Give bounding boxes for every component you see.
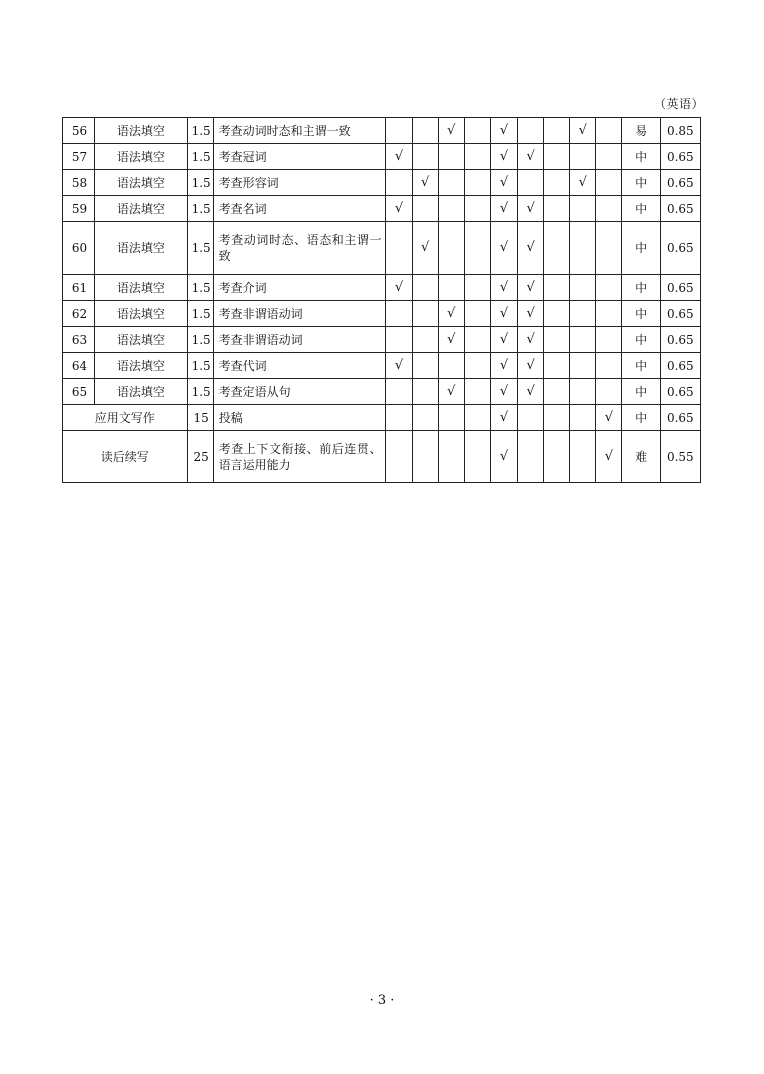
item-difficulty: 难 [622,431,660,483]
check-cell: √ [490,353,517,379]
check-cell [412,118,438,144]
item-number: 63 [63,327,95,353]
check-cell: √ [386,144,412,170]
item-difficulty: 中 [622,379,660,405]
item-score: 1.5 [187,327,213,353]
check-cell [596,301,622,327]
item-topic: 考查定语从句 [213,379,386,405]
item-score: 1.5 [187,196,213,222]
check-cell [596,275,622,301]
item-index: 0.65 [660,405,700,431]
item-topic: 考查动词时态、语态和主谓一致 [213,222,386,275]
check-cell [596,144,622,170]
check-cell [438,144,464,170]
check-cell [544,222,570,275]
item-type: 语法填空 [95,379,187,405]
check-cell [464,118,490,144]
item-score: 1.5 [187,379,213,405]
item-difficulty: 中 [622,301,660,327]
check-cell [386,379,412,405]
item-topic: 考查非谓语动词 [213,327,386,353]
item-topic: 考查上下文衔接、前后连贯、语言运用能力 [213,431,386,483]
check-cell [570,144,596,170]
table-row [63,327,701,353]
check-cell [464,405,490,431]
item-spec-table [62,117,701,483]
item-type: 语法填空 [95,301,187,327]
check-cell [464,144,490,170]
check-cell [412,327,438,353]
check-cell: √ [438,118,464,144]
item-topic: 投稿 [213,405,386,431]
check-cell: √ [490,222,517,275]
check-cell [544,196,570,222]
item-number: 61 [63,275,95,301]
check-cell: √ [490,405,517,431]
item-score: 15 [187,405,213,431]
item-difficulty: 中 [622,353,660,379]
item-index: 0.65 [660,301,700,327]
check-cell: √ [412,170,438,196]
check-cell [464,353,490,379]
check-cell [570,405,596,431]
check-cell: √ [518,196,544,222]
check-cell [596,379,622,405]
table-row [63,118,701,144]
check-cell [438,353,464,379]
check-cell [544,118,570,144]
check-cell [544,353,570,379]
check-cell [518,170,544,196]
check-cell: √ [490,118,517,144]
check-cell [518,118,544,144]
item-number: 60 [63,222,95,275]
item-score: 1.5 [187,275,213,301]
item-type: 语法填空 [95,196,187,222]
check-cell: √ [386,275,412,301]
item-index: 0.65 [660,170,700,196]
check-cell: √ [490,327,517,353]
check-cell [570,301,596,327]
check-cell [412,431,438,483]
check-cell [570,379,596,405]
item-type: 读后续写 [63,431,188,483]
item-index: 0.65 [660,327,700,353]
table-row [63,353,701,379]
item-index: 0.65 [660,379,700,405]
item-index: 0.65 [660,196,700,222]
item-index: 0.65 [660,144,700,170]
check-cell [544,275,570,301]
check-cell [544,327,570,353]
item-type: 语法填空 [95,353,187,379]
item-topic: 考查冠词 [213,144,386,170]
check-cell [544,431,570,483]
item-difficulty: 中 [622,327,660,353]
check-cell: √ [518,301,544,327]
check-cell [386,222,412,275]
check-cell: √ [438,301,464,327]
check-cell [544,405,570,431]
check-cell [386,431,412,483]
check-cell [412,196,438,222]
check-cell: √ [596,431,622,483]
check-cell: √ [490,301,517,327]
check-cell [570,431,596,483]
item-topic: 考查形容词 [213,170,386,196]
item-number: 65 [63,379,95,405]
check-cell: √ [518,275,544,301]
check-cell [464,196,490,222]
check-cell [438,431,464,483]
check-cell: √ [490,431,517,483]
item-topic: 考查代词 [213,353,386,379]
check-cell [544,301,570,327]
table-row [63,275,701,301]
check-cell [596,196,622,222]
check-cell [544,144,570,170]
item-score: 25 [187,431,213,483]
check-cell: √ [490,275,517,301]
item-topic: 考查动词时态和主谓一致 [213,118,386,144]
table-row [63,196,701,222]
item-topic: 考查介词 [213,275,386,301]
check-cell [464,327,490,353]
check-cell: √ [518,222,544,275]
item-number: 62 [63,301,95,327]
check-cell [438,405,464,431]
item-score: 1.5 [187,353,213,379]
item-difficulty: 中 [622,170,660,196]
check-cell [570,275,596,301]
check-cell [438,275,464,301]
check-cell [596,170,622,196]
check-cell: √ [490,196,517,222]
item-index: 0.55 [660,431,700,483]
check-cell [438,170,464,196]
check-cell [596,222,622,275]
check-cell: √ [438,379,464,405]
check-cell [596,353,622,379]
item-type: 语法填空 [95,118,187,144]
check-cell: √ [490,144,517,170]
item-type: 语法填空 [95,222,187,275]
check-cell [386,327,412,353]
item-type: 语法填空 [95,327,187,353]
item-difficulty: 中 [622,405,660,431]
check-cell: √ [518,327,544,353]
check-cell [386,405,412,431]
item-difficulty: 中 [622,144,660,170]
item-difficulty: 中 [622,196,660,222]
table-row [63,222,701,275]
item-number: 58 [63,170,95,196]
check-cell: √ [438,327,464,353]
table-row [63,379,701,405]
check-cell [570,196,596,222]
item-number: 64 [63,353,95,379]
check-cell: √ [596,405,622,431]
item-number: 56 [63,118,95,144]
item-score: 1.5 [187,118,213,144]
check-cell [464,431,490,483]
check-cell [464,170,490,196]
item-score: 1.5 [187,144,213,170]
page-number: · 3 · [369,993,395,1008]
check-cell [412,275,438,301]
check-cell [544,170,570,196]
item-score: 1.5 [187,301,213,327]
check-cell [464,379,490,405]
check-cell [412,301,438,327]
check-cell: √ [570,118,596,144]
check-cell [412,405,438,431]
check-cell: √ [490,170,517,196]
check-cell [412,353,438,379]
item-score: 1.5 [187,222,213,275]
check-cell: √ [412,222,438,275]
check-cell [518,431,544,483]
table-row [63,301,701,327]
check-cell [464,275,490,301]
check-cell [386,170,412,196]
check-cell [570,222,596,275]
check-cell [386,301,412,327]
item-type: 语法填空 [95,170,187,196]
check-cell: √ [386,353,412,379]
check-cell: √ [570,170,596,196]
item-difficulty: 中 [622,222,660,275]
check-cell [412,144,438,170]
check-cell [438,196,464,222]
check-cell: √ [386,196,412,222]
check-cell: √ [518,379,544,405]
table-row [63,144,701,170]
check-cell [386,118,412,144]
item-topic: 考查非谓语动词 [213,301,386,327]
item-type: 应用文写作 [63,405,188,431]
item-number: 59 [63,196,95,222]
check-cell [438,222,464,275]
item-difficulty: 中 [622,275,660,301]
item-index: 0.65 [660,222,700,275]
item-number: 57 [63,144,95,170]
check-cell [518,405,544,431]
subject-label: （英语） [653,97,704,111]
check-cell: √ [518,353,544,379]
item-type: 语法填空 [95,144,187,170]
check-cell [544,379,570,405]
item-index: 0.65 [660,275,700,301]
table-row [63,431,701,483]
check-cell [570,327,596,353]
check-cell [596,118,622,144]
item-index: 0.65 [660,353,700,379]
check-cell [570,353,596,379]
check-cell [464,222,490,275]
check-cell [596,327,622,353]
check-cell: √ [518,144,544,170]
item-score: 1.5 [187,170,213,196]
item-topic: 考查名词 [213,196,386,222]
item-difficulty: 易 [622,118,660,144]
check-cell [464,301,490,327]
check-cell [412,379,438,405]
table-row [63,170,701,196]
item-index: 0.85 [660,118,700,144]
table-row [63,405,701,431]
check-cell: √ [490,379,517,405]
item-type: 语法填空 [95,275,187,301]
